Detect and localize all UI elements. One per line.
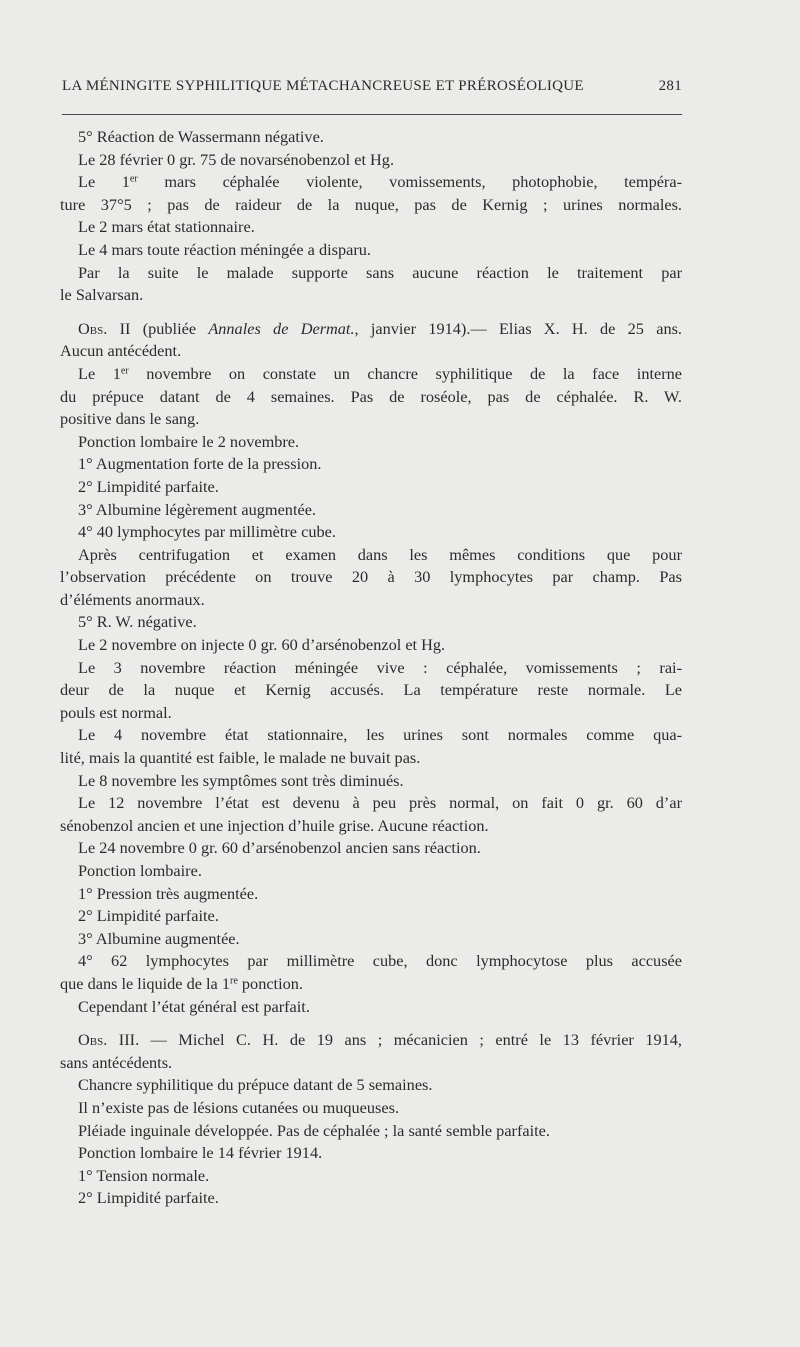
text-line <box>60 973 682 996</box>
text-line <box>60 611 682 634</box>
line-text: 1° Pression très augmentée. <box>78 883 259 903</box>
text-line <box>60 386 682 409</box>
line-text: mars céphalée violente, vomissements, photophobie, tempéra- <box>137 172 683 192</box>
text-line <box>60 996 682 1019</box>
line-text: ponction. <box>237 973 303 993</box>
running-head <box>62 78 682 95</box>
line-text: 4° 62 lymphocytes par millimètre cube, donc lymphocytose plus accusée <box>78 951 682 971</box>
journal-title: Annales de Dermat. <box>208 318 355 338</box>
text-line <box>60 634 682 657</box>
text-line <box>60 679 682 702</box>
text-line <box>60 1165 682 1188</box>
text-line <box>60 453 682 476</box>
page-number: 281 <box>658 78 682 94</box>
text-line <box>60 657 682 680</box>
text-line <box>60 284 682 307</box>
paragraph-gap <box>60 307 682 318</box>
line-text: Le 4 novembre état stationnaire, les urines sont normales comme qua- <box>78 725 682 745</box>
line-text: 1° Augmentation forte de la pression. <box>78 454 322 474</box>
text-line <box>60 883 682 906</box>
line-text: 2° Limpidité parfaite. <box>78 1188 219 1208</box>
text-line <box>60 770 682 793</box>
line-text: 2° Limpidité parfaite. <box>78 476 219 496</box>
text-line <box>60 815 682 838</box>
line-text: Le 24 novembre 0 gr. 60 d’arsénobenzol ancien sans réaction. <box>78 838 481 858</box>
text-line <box>60 860 682 883</box>
line-text: 2° Limpidité parfaite. <box>78 906 219 926</box>
line-text: sénobenzol ancien et une injection d’huile grise. Aucune réaction. <box>60 815 489 835</box>
text-line <box>60 589 682 612</box>
text-line <box>60 544 682 567</box>
line-text: III. — Michel C. H. de 19 ans ; mécanicien ; entré le 13 février 1914, <box>107 1030 682 1050</box>
text-line <box>60 747 682 770</box>
text-line <box>60 724 682 747</box>
line-text: Le 28 février 0 gr. 75 de novarsénobenzol et Hg. <box>78 149 395 169</box>
line-text: , janvier 1914).— Elias X. H. de 25 ans. <box>354 318 682 338</box>
text-line <box>60 1120 682 1143</box>
text-line <box>60 950 682 973</box>
line-text: Chancre syphilitique du prépuce datant de 5 semaines. <box>78 1075 433 1095</box>
text-line <box>60 262 682 285</box>
line-text: Le 1 <box>78 172 130 192</box>
line-text: deur de la nuque et Kernig accusés. La température reste normale. Le <box>60 680 682 700</box>
text-line <box>60 905 682 928</box>
line-text: le Salvarsan. <box>60 285 144 305</box>
line-text: Le 4 mars toute réaction méningée a disparu. <box>78 239 371 259</box>
running-head-title: LA MÉNINGITE SYPHILITIQUE MÉTACHANCREUSE ET PRÉROSÉOLIQUE <box>62 78 584 94</box>
text-line <box>60 792 682 815</box>
line-text: II (publiée <box>107 318 209 338</box>
line-text: Il n’existe pas de lésions cutanées ou muqueuses. <box>78 1097 400 1117</box>
ordinal-superscript: er <box>120 365 129 377</box>
line-text: Aucun antécédent. <box>60 341 182 361</box>
text-line <box>60 566 682 589</box>
text-line <box>60 1052 682 1075</box>
text-line <box>60 499 682 522</box>
line-text: Le 8 novembre les symptômes sont très diminués. <box>78 770 404 790</box>
line-text: Le 2 novembre on injecte 0 gr. 60 d’arsénobenzol et Hg. <box>78 635 446 655</box>
obs-label: Obs. <box>78 1030 108 1050</box>
line-text: du prépuce datant de 4 semaines. Pas de roséole, pas de céphalée. R. W. <box>60 386 682 406</box>
line-text: Pléiade inguinale développée. Pas de céphalée ; la santé semble parfaite. <box>78 1120 550 1140</box>
text-line <box>60 1097 682 1120</box>
text-line <box>60 1142 682 1165</box>
text-line <box>60 126 682 149</box>
paragraph-gap <box>60 1018 682 1029</box>
line-text: 1° Tension normale. <box>78 1165 210 1185</box>
line-text: Le 2 mars état stationnaire. <box>78 217 255 237</box>
line-text: lité, mais la quantité est faible, le malade ne buvait pas. <box>60 748 421 768</box>
text-line <box>60 318 682 341</box>
text-line <box>60 194 682 217</box>
text-line <box>60 1187 682 1210</box>
line-text: positive dans le sang. <box>60 409 200 429</box>
text-line <box>60 837 682 860</box>
obs-label: Obs. <box>78 318 108 338</box>
line-text: que dans le liquide de la 1 <box>60 973 230 993</box>
line-text: Ponction lombaire le 14 février 1914. <box>78 1143 323 1163</box>
header-rule <box>62 114 682 115</box>
text-line <box>60 1074 682 1097</box>
line-text: d’éléments anormaux. <box>60 589 205 609</box>
text-line <box>60 171 682 194</box>
text-line <box>60 340 682 363</box>
text-line <box>60 363 682 386</box>
line-text: Le 12 novembre l’état est devenu à peu près normal, on fait 0 gr. 60 d’ar <box>78 793 682 813</box>
text-line <box>60 1029 682 1052</box>
line-text: Le 1 <box>78 363 121 383</box>
line-text: 4° 40 lymphocytes par millimètre cube. <box>78 522 336 542</box>
line-text: Par la suite le malade supporte sans aucune réaction le traitement par <box>78 262 682 282</box>
line-text: novembre on constate un chancre syphilitique de la face interne <box>128 363 682 383</box>
line-text: 5° R. W. négative. <box>78 612 197 632</box>
text-line <box>60 149 682 172</box>
line-text: Après centrifugation et examen dans les mêmes conditions que pour <box>78 544 682 564</box>
line-text: Cependant l’état général est parfait. <box>78 996 310 1016</box>
text-line <box>60 521 682 544</box>
text-line <box>60 239 682 262</box>
text-line <box>60 216 682 239</box>
line-text: 3° Albumine augmentée. <box>78 928 240 948</box>
line-text: l’observation précédente on trouve 20 à 30 lymphocytes par champ. Pas <box>60 567 682 587</box>
text-line <box>60 431 682 454</box>
ordinal-superscript: er <box>129 173 138 185</box>
line-text: Ponction lombaire. <box>78 861 202 880</box>
ordinal-superscript: re <box>230 975 238 987</box>
text-line <box>60 408 682 431</box>
line-text: Ponction lombaire le 2 novembre. <box>78 431 300 451</box>
line-text: pouls est normal. <box>60 702 172 722</box>
text-line <box>60 476 682 499</box>
line-text: ture 37°5 ; pas de raideur de la nuque, pas de Kernig ; urines normales. <box>60 194 682 214</box>
text-line <box>60 928 682 951</box>
line-text: 5° Réaction de Wassermann négative. <box>78 127 324 146</box>
line-text: 3° Albumine légèrement augmentée. <box>78 499 316 519</box>
line-text: sans antécédents. <box>60 1052 173 1072</box>
line-text: Le 3 novembre réaction méningée vive : céphalée, vomissements ; rai- <box>78 657 682 677</box>
text-line <box>60 702 682 725</box>
body-text <box>60 126 682 1210</box>
